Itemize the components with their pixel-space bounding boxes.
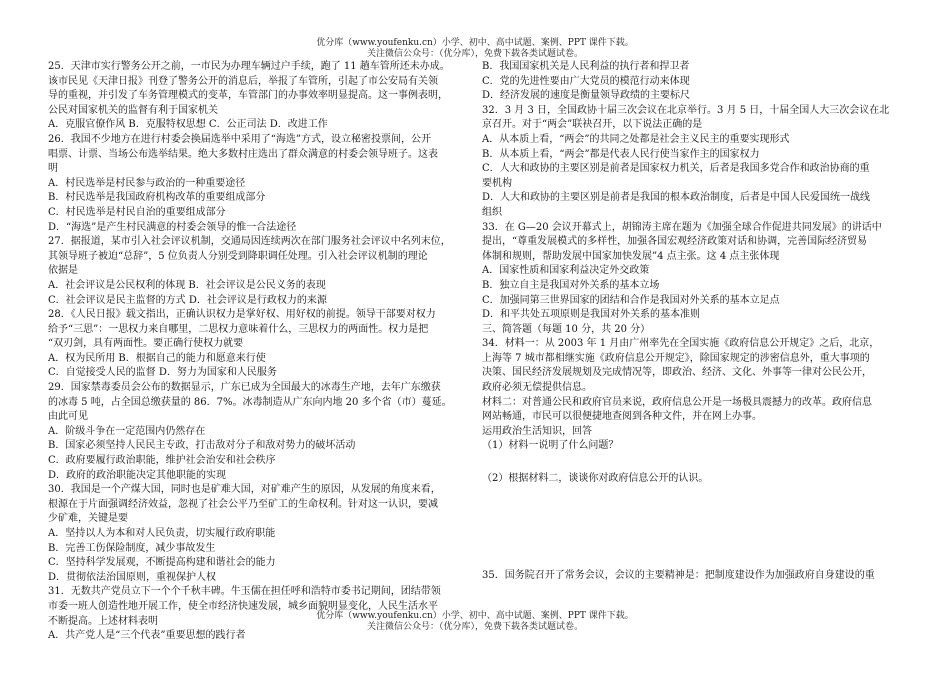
text-line: 组织	[482, 206, 502, 218]
text-line: D．“海选”是产生村民满意的村委会领导的惟一合法途径	[48, 221, 297, 233]
text-line: C．党的先进性要由广大党员的模范行动来体现	[482, 75, 690, 87]
text-line: A．共产党人是“三个代表”重要思想的践行者	[48, 630, 246, 642]
text-line: 25．天津市实行警务公开之前，一市民为办理车辆过户手续，跑了 11 趟车管所还未办成。	[48, 61, 450, 72]
footer-line-2: 关注微信公众号：（优分库），免费下载各类试题试卷。	[366, 622, 583, 632]
text-line: 其领导班子被迫“总辞”，5 位负责人分别受到降职调任处理。引入社会评议机制的理论	[48, 250, 428, 262]
text-line: D．政府的政治职能决定其他职能的实现	[48, 469, 227, 481]
text-line: C．社会评议是民主监督的方式 D．社会评议是行政权力的来源	[48, 294, 327, 306]
text-line: （1）材料一说明了什么问题？	[482, 440, 619, 452]
text-line: 31．无数共产党员立下一个个千秋丰碑。牛玉儒在担任呼和浩特市委书记期间，团结带领	[48, 586, 441, 598]
header-line-1: 优分库（www.youfenku.cn）小学、初中、高中试题、案例、PPT 课件下载。	[316, 38, 634, 48]
page-footer	[0, 611, 950, 633]
text-line: 34．材料一：从 2003 年 1 月由广州率先在全国实施《政府信息公开规定》之后，北京，	[482, 338, 880, 350]
text-line: 29．国家禁毒委员会公布的数据显示，广东已成为全国最大的冰毒生产地，去年广东缴获	[48, 382, 441, 394]
text-line: 政府必须无偿提供信息。	[482, 382, 592, 394]
text-line: C．村民选举是村民自治的重要组成部分	[48, 206, 226, 218]
text-line: 导的重视，并引发了车务管理模式的变革，车管部门的办事效率明显提高。这一事例表明，	[48, 90, 448, 102]
left-column	[48, 60, 473, 644]
text-line: 该市民见《天津日报》刊登了警务公开的消息后，举报了车管所，引起了市公安局有关领	[48, 75, 438, 87]
text-line: 公民对国家机关的监督有利于国家机关	[48, 104, 218, 116]
text-line: D．贯彻依法治国原则，重视保护人权	[48, 571, 217, 583]
text-line: 不断提高。上述材料表明	[48, 615, 158, 627]
text-line: 提出，“尊重发展模式的多样性，加强各国宏观经济政策对话和协调，完善国际经济贸易	[482, 236, 868, 248]
text-line: B．独立自主是我国对外关系的基本立场	[482, 279, 660, 291]
text-line: 32．3 月 3 日，全国政协十届三次会议在北京举行。3 月 5 日，十届全国人大三次会议在北	[482, 104, 890, 116]
header-line-2: 关注微信公众号：（优分库），免费下载各类试题试卷。	[366, 49, 583, 59]
text-line: B．村民选举是我国政府机构改革的重要组成部分	[48, 192, 266, 204]
text-line: A．权为民所用 B．根据自己的能力和愿意来行使	[48, 352, 266, 364]
text-line: C．坚持科学发展观，不断提高构建和谐社会的能力	[48, 557, 276, 569]
text-line: 33．在 G—20 会议开幕式上，胡锦涛主席在题为《加强全球合作促进共同发展》的讲话中	[482, 221, 882, 233]
text-line: 30．我国是一个产煤大国，同时也是矿难大国，对矿难产生的原因，从发展的角度来看，	[48, 484, 441, 496]
footer-line-1: 优分库（www.youfenku.cn）小学、初中、高中试题、案例、PPT 课件下载。	[316, 611, 634, 621]
text-line: 27．据报道，某市引入社会评议机制，交通局因连续两次在部门服务社会评议中名列末位，	[48, 236, 451, 248]
text-line: 给予“三思”：一思权力来自哪里，二思权力意味着什么，三思权力的两面性。权力是把	[48, 323, 429, 335]
text-line: 京召开。对于“两会”联袂召开，以下说法正确的是	[482, 119, 703, 131]
text-line: 市委一班人创造性地开展工作，使全市经济快速发展，城乡面貌明显变化，人民生活水平	[48, 600, 438, 612]
text-line: 三、简答题（每题 10 分，共 20 分）	[482, 323, 651, 335]
text-line: A．坚持以人为本和对人民负责，切实履行政府职能	[48, 528, 276, 539]
text-line: B．我国国家机关是人民利益的执行者和捍卫者	[482, 61, 690, 72]
page-header	[0, 38, 950, 60]
text-line: D．人大和政协的主要区别是前者是我国的根本政治制度，后者是中国人民爱国统一战线	[482, 192, 871, 204]
text-line: 体制和规则，帮助发展中国家加快发展”4 点主张。这 4 点主张体现	[482, 250, 780, 262]
text-line: 决策、国民经济发展规划及完成情况等，即政治、经济、文化、外事等一律对公民公开，	[482, 367, 872, 379]
text-line: D．和平共处五项原则是我国对外关系的基本准则	[482, 309, 701, 321]
text-line: C．人大和政协的主要区别是前者是国家权力机关，后者是我国多党合作和政治协商的重	[482, 163, 870, 175]
text-line: C．加强同第三世界国家的团结和合作是我国对外关系的基本立足点	[482, 294, 780, 306]
text-line: A．社会评议是公民权利的体现 B．社会评议是公民义务的表现	[48, 279, 326, 291]
text-line: 网站畅通，市民可以很便捷地查阅到各种文件，并在网上办事。	[482, 411, 762, 423]
text-line: “双刃剑，具有两面性。要正确行使权力就要	[48, 338, 244, 350]
text-line: 上海等 7 城市都相继实施《政府信息公开规定》，除国家规定的涉密信息外，重大事项的	[482, 352, 870, 364]
text-line: 28．《人民日报》载文指出，正确认识权力是掌好权、用好权的前提。领导干部要对权力	[48, 309, 436, 321]
text-line: 根源在于片面强调经济效益，忽视了社会公平乃至矿工的生命权利。针对这一认识，要减	[48, 498, 438, 510]
text-line: 依据是	[48, 265, 78, 277]
text-line: A．国家性质和国家利益决定外交政策	[482, 265, 650, 277]
text-line: A．从本质上看，“两会”的共同之处都是社会主义民主的重要实现形式	[482, 133, 790, 145]
question-35: 35．国务院召开了常务会议，会议的主要精神是：把制度建设作为加强政府自身建设的重	[482, 570, 875, 581]
text-line: C．政府要履行政治职能，维护社会治安和社会秩序	[48, 455, 276, 467]
text-line: 的冰毒 5 吨，占全国总缴获量的 86．7%。冰毒制造从广东向内地 20 多个省（市）蔓延。	[48, 396, 452, 408]
text-line: 少矿难，关键是要	[48, 513, 128, 525]
text-line: 唱票、计票、当场公布选举结果。绝大多数村庄选出了群众满意的村委会领导班子。这表	[48, 148, 438, 160]
text-line: A．村民选举是村民参与政治的一种重要途径	[48, 177, 246, 189]
text-line: 材料二：对普通公民和政府官员来说，政府信息公开是一场极具震撼力的改革。政府信息	[482, 396, 872, 408]
text-line: 明	[48, 163, 58, 175]
text-line: （2）根据材料二，谈谈你对政府信息公开的认识。	[482, 473, 709, 485]
text-line: 由此可见	[48, 411, 88, 423]
text-line: B．国家必须坚持人民民主专政，打击敌对分子和敌对势力的破坏活动	[48, 440, 356, 452]
text-line: 要机构	[482, 177, 512, 189]
right-column	[482, 60, 912, 487]
text-line: A．阶级斗争在一定范围内仍然存在	[48, 425, 206, 437]
text-line: B．从本质上看，“两会”都是代表人民行使当家作主的国家权力	[482, 148, 760, 160]
text-line: B．完善工伤保险制度，减少事故发生	[48, 542, 216, 554]
text-line: C．自觉接受人民的监督 D．努力为国家和人民服务	[48, 367, 277, 379]
text-line: A．克服官僚作风 B．克服特权思想 C．公正司法 D．改进工作	[48, 119, 328, 131]
text-line: 运用政治生活知识，回答	[482, 425, 592, 437]
text-line: 26．我国不少地方在进行村委会换届选举中采用了“海选”方式，设立秘密投票间，公开	[48, 133, 431, 145]
text-line: D．经济发展的速度是衡量领导政绩的主要标尺	[482, 90, 691, 102]
